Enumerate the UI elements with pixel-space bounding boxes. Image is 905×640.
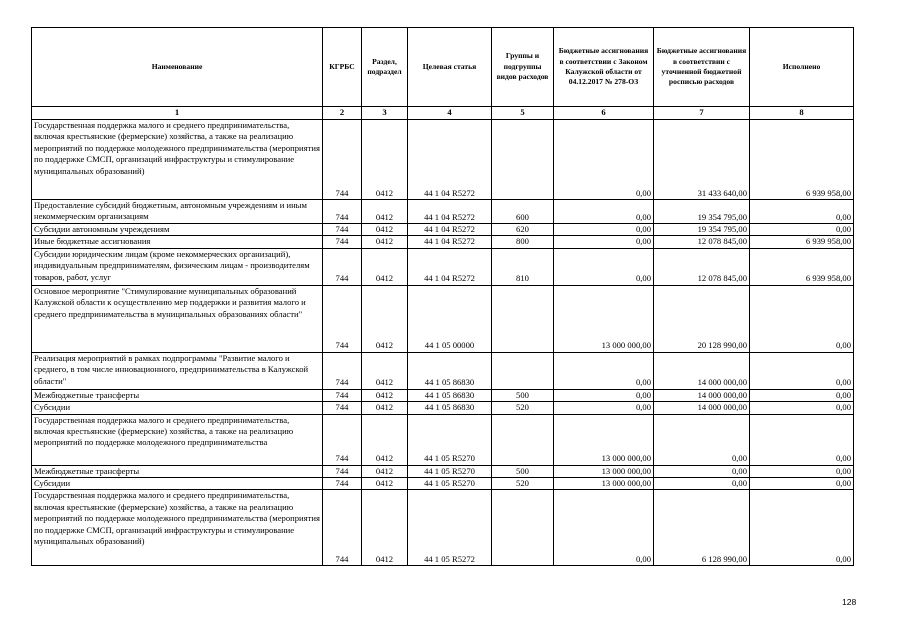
table-row	[32, 248, 854, 285]
budget-table	[31, 27, 854, 566]
table-row	[32, 478, 854, 490]
row-kgrbs: 744	[323, 236, 362, 248]
row-kgrbs: 744	[323, 490, 362, 566]
header-executed: Исполнено	[750, 28, 854, 107]
row-section: 0412	[362, 465, 408, 477]
row-budget-law: 13 000 000,00	[554, 478, 654, 490]
row-name: Межбюджетные трансферты	[32, 389, 323, 401]
row-name: Субсидии	[32, 402, 323, 414]
table-row	[32, 224, 854, 236]
column-number: 7	[654, 107, 750, 120]
table-row	[32, 285, 854, 352]
row-budget-refined: 19 354 795,00	[654, 224, 750, 236]
row-kgrbs: 744	[323, 389, 362, 401]
row-target: 44 1 05 R5270	[408, 478, 492, 490]
row-budget-law: 0,00	[554, 389, 654, 401]
column-number: 4	[408, 107, 492, 120]
row-target: 44 1 05 86830	[408, 352, 492, 389]
row-target: 44 1 05 R5270	[408, 465, 492, 477]
column-number: 3	[362, 107, 408, 120]
row-name: Государственная поддержка малого и среднего предпринимательства, включая крестьянские (фермерские) хозяйства, а также на реализацию мероприятий по поддержке молодежного предпринимательства	[32, 414, 323, 465]
row-executed: 0,00	[750, 352, 854, 389]
header-target: Целевая статья	[408, 28, 492, 107]
row-executed: 6 939 958,00	[750, 248, 854, 285]
row-kgrbs: 744	[323, 120, 362, 200]
row-budget-law: 13 000 000,00	[554, 285, 654, 352]
row-budget-refined: 0,00	[654, 465, 750, 477]
row-budget-refined: 12 078 845,00	[654, 248, 750, 285]
row-section: 0412	[362, 248, 408, 285]
row-section: 0412	[362, 285, 408, 352]
table-row	[32, 236, 854, 248]
row-kgrbs: 744	[323, 248, 362, 285]
row-budget-law: 0,00	[554, 236, 654, 248]
header-kgrbs: КГРБС	[323, 28, 362, 107]
row-kgrbs: 744	[323, 414, 362, 465]
row-group	[492, 285, 554, 352]
row-budget-law: 0,00	[554, 490, 654, 566]
row-budget-law: 13 000 000,00	[554, 414, 654, 465]
row-budget-law: 0,00	[554, 120, 654, 200]
row-name: Субсидии автономным учреждениям	[32, 224, 323, 236]
row-budget-law: 0,00	[554, 248, 654, 285]
table-row	[32, 352, 854, 389]
row-budget-refined: 14 000 000,00	[654, 352, 750, 389]
header-section: Раздел, подраздел	[362, 28, 408, 107]
column-number-row	[32, 107, 854, 120]
row-section: 0412	[362, 224, 408, 236]
row-budget-law: 0,00	[554, 352, 654, 389]
row-kgrbs: 744	[323, 352, 362, 389]
column-number: 8	[750, 107, 854, 120]
row-kgrbs: 744	[323, 402, 362, 414]
row-budget-refined: 0,00	[654, 478, 750, 490]
row-executed: 0,00	[750, 224, 854, 236]
row-executed: 0,00	[750, 490, 854, 566]
row-group	[492, 414, 554, 465]
row-target: 44 1 05 00000	[408, 285, 492, 352]
row-budget-refined: 31 433 640,00	[654, 120, 750, 200]
row-group	[492, 120, 554, 200]
row-name: Межбюджетные трансферты	[32, 465, 323, 477]
row-group: 810	[492, 248, 554, 285]
row-group	[492, 352, 554, 389]
row-budget-law: 0,00	[554, 200, 654, 224]
row-executed: 0,00	[750, 478, 854, 490]
row-executed: 0,00	[750, 389, 854, 401]
row-group: 620	[492, 224, 554, 236]
row-budget-refined: 19 354 795,00	[654, 200, 750, 224]
row-target: 44 1 04 R5272	[408, 200, 492, 224]
row-executed: 0,00	[750, 465, 854, 477]
row-kgrbs: 744	[323, 224, 362, 236]
row-budget-law: 0,00	[554, 224, 654, 236]
row-group: 600	[492, 200, 554, 224]
row-group	[492, 490, 554, 566]
column-number: 6	[554, 107, 654, 120]
row-section: 0412	[362, 200, 408, 224]
row-name: Реализация мероприятий в рамках подпрограммы "Развитие малого и среднего, в том числе инновационного, предпринимательства в Калужской области"	[32, 352, 323, 389]
table-row	[32, 402, 854, 414]
table-row	[32, 389, 854, 401]
row-name: Иные бюджетные ассигнования	[32, 236, 323, 248]
row-name: Основное мероприятие "Стимулирование муниципальных образований Калужской области к осуществлению мер поддержки и развития малого и среднего предпринимательства в муниципальных образованиях области"	[32, 285, 323, 352]
row-name: Субсидии	[32, 478, 323, 490]
row-budget-refined: 0,00	[654, 414, 750, 465]
table-row	[32, 120, 854, 200]
row-target: 44 1 05 86830	[408, 402, 492, 414]
row-section: 0412	[362, 478, 408, 490]
row-executed: 0,00	[750, 285, 854, 352]
row-target: 44 1 04 R5272	[408, 120, 492, 200]
page-number: 128	[842, 597, 857, 607]
row-kgrbs: 744	[323, 478, 362, 490]
table-row	[32, 490, 854, 566]
row-group: 800	[492, 236, 554, 248]
header-budget-refined: Бюджетные ассигнования в соответствии с уточненной бюджетной росписью расходов	[654, 28, 750, 107]
row-section: 0412	[362, 352, 408, 389]
table-row	[32, 414, 854, 465]
row-budget-refined: 12 078 845,00	[654, 236, 750, 248]
row-group: 520	[492, 402, 554, 414]
row-section: 0412	[362, 402, 408, 414]
row-group: 500	[492, 389, 554, 401]
header-group: Группы и подгруппы видов расходов	[492, 28, 554, 107]
row-group: 500	[492, 465, 554, 477]
row-executed: 0,00	[750, 200, 854, 224]
row-section: 0412	[362, 490, 408, 566]
row-executed: 0,00	[750, 414, 854, 465]
column-number: 1	[32, 107, 323, 120]
row-kgrbs: 744	[323, 285, 362, 352]
row-target: 44 1 05 86830	[408, 389, 492, 401]
row-executed: 6 939 958,00	[750, 120, 854, 200]
row-budget-refined: 6 128 990,00	[654, 490, 750, 566]
row-group: 520	[492, 478, 554, 490]
row-section: 0412	[362, 120, 408, 200]
row-name: Предоставление субсидий бюджетным, автономным учреждениям и иным некоммерческим организациям	[32, 200, 323, 224]
row-section: 0412	[362, 236, 408, 248]
row-target: 44 1 05 R5272	[408, 490, 492, 566]
row-section: 0412	[362, 389, 408, 401]
row-target: 44 1 05 R5270	[408, 414, 492, 465]
row-budget-law: 13 000 000,00	[554, 465, 654, 477]
header-name: Наименование	[32, 28, 323, 107]
row-target: 44 1 04 R5272	[408, 236, 492, 248]
row-budget-refined: 14 000 000,00	[654, 402, 750, 414]
row-budget-refined: 20 128 990,00	[654, 285, 750, 352]
row-name: Государственная поддержка малого и среднего предпринимательства, включая крестьянские (фермерские) хозяйства, а также на реализацию мероприятий по поддержке молодежного предпринимательства (мероприятия по поддержке СМСП, организаций инфраструктуры и стимулирование муниципальных образований)	[32, 120, 323, 200]
row-kgrbs: 744	[323, 465, 362, 477]
row-section: 0412	[362, 414, 408, 465]
table-row	[32, 465, 854, 477]
header-row	[32, 28, 854, 107]
header-budget-law: Бюджетные ассигнования в соответствии с Законом Калужской области от 04.12.2017 № 278-ОЗ	[554, 28, 654, 107]
column-number: 2	[323, 107, 362, 120]
row-target: 44 1 04 R5272	[408, 224, 492, 236]
row-budget-law: 0,00	[554, 402, 654, 414]
row-name: Субсидии юридическим лицам (кроме некоммерческих организаций), индивидуальным предпринимателям, физическим лицам - производителям товаров, работ, услуг	[32, 248, 323, 285]
row-executed: 0,00	[750, 402, 854, 414]
row-budget-refined: 14 000 000,00	[654, 389, 750, 401]
row-name: Государственная поддержка малого и среднего предпринимательства, включая крестьянские (фермерские) хозяйства, а также на реализацию мероприятий по поддержке молодежного предпринимательства (мероприятия по поддержке СМСП, организаций инфраструктуры и стимулирование муниципальных образований)	[32, 490, 323, 566]
row-target: 44 1 04 R5272	[408, 248, 492, 285]
column-number: 5	[492, 107, 554, 120]
row-kgrbs: 744	[323, 200, 362, 224]
row-executed: 6 939 958,00	[750, 236, 854, 248]
table-row	[32, 200, 854, 224]
